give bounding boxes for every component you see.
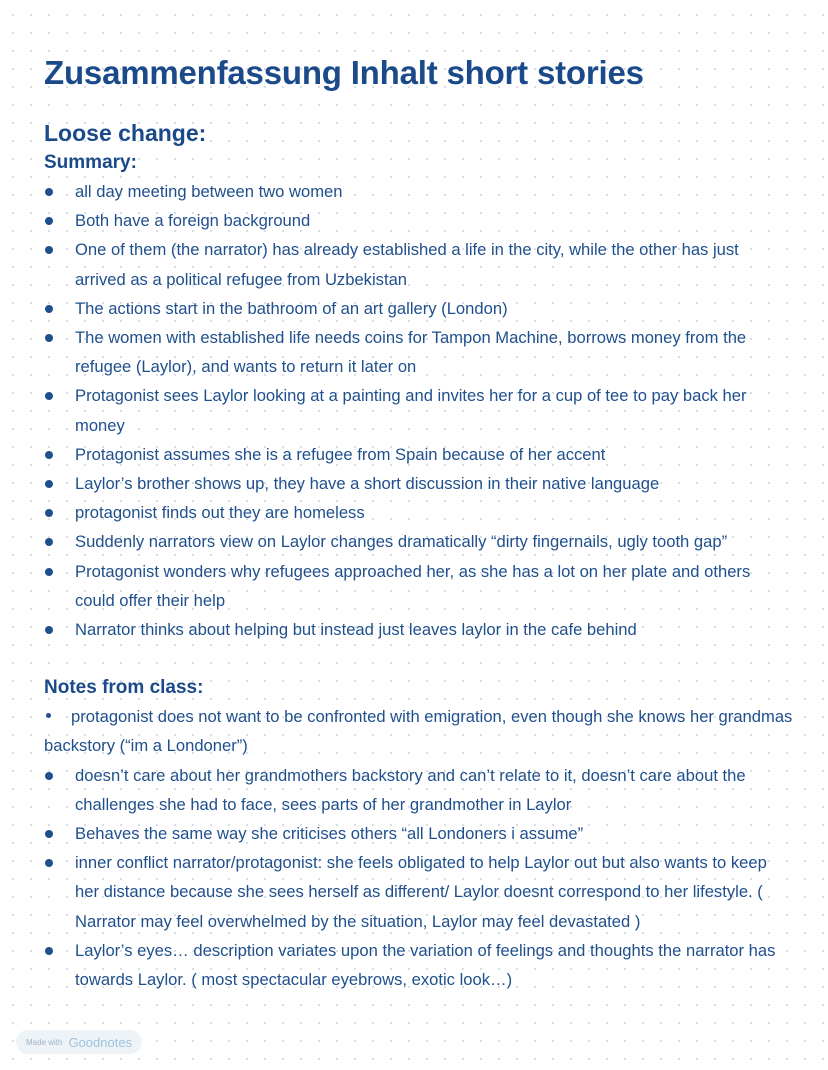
list-item: Suddenly narrators view on Laylor changes dramatically “dirty fingernails, ugly tooth gap” [44,527,794,556]
story-heading: Loose change: [44,120,207,146]
list-item: Behaves the same way she criticises others “all Londoners i assume” [44,819,794,848]
note-page [44,50,794,994]
page-title: Zusammenfassung Inhalt short stories [44,54,644,91]
list-item: The actions start in the bathroom of an art gallery (London) [44,294,794,323]
list-item: Protagonist wonders why refugees approached her, as she has a lot on her plate and others could offer their help [44,557,794,615]
section-gap [44,644,794,673]
list-item: Protagonist assumes she is a refugee from Spain because of her accent [44,440,794,469]
summary-heading: Summary: [44,152,137,173]
summary-list [44,177,794,644]
list-item: doesn’t care about her grandmothers backstory and can’t relate to it, doesn’t care about the challenges she had to face, sees parts of her grandmother in Laylor [44,761,794,819]
goodnotes-badge [16,1030,142,1054]
list-item: Laylor’s eyes… description variates upon the variation of feelings and thoughts the narrator has towards Laylor. ( most spectacular eyebrows, exotic look…) [44,936,794,994]
list-item: The women with established life needs coins for Tampon Machine, borrows money from the refugee (Laylor), and wants to return it later on [44,323,794,381]
notes-heading: Notes from class: [44,677,204,699]
notes-first-item [44,702,794,760]
list-item: Narrator thinks about helping but instead just leaves laylor in the cafe behind [44,615,794,644]
notes-first-item-text: protagonist does not want to be confronted with emigration, even though she knows her grandmas backstory (“im a Londoner”) [44,707,793,756]
list-item: Both have a foreign background [44,206,794,235]
made-with-label: Made with [26,1037,63,1047]
goodnotes-logo: Goodnotes [68,1034,133,1050]
list-item: One of them (the narrator) has already established a life in the city, while the other has just arrived as a political refugee from Uzbekistan [44,235,794,293]
notes-list [44,761,794,995]
list-item: all day meeting between two women [44,177,794,206]
list-item: inner conflict narrator/protagonist: she feels obligated to help Laylor out but also wants to keep her distance because she sees herself as different/ Laylor doesnt correspond to her lifestyle. ( Narrator may feel overwhelmed by the situation, Laylor may feel devastated ) [44,848,794,936]
list-item: Protagonist sees Laylor looking at a painting and invites her for a cup of tee to pay back her money [44,381,794,439]
list-item: protagonist finds out they are homeless [44,498,794,527]
bullet-dot-icon [46,713,51,718]
list-item: Laylor’s brother shows up, they have a short discussion in their native language [44,469,794,498]
